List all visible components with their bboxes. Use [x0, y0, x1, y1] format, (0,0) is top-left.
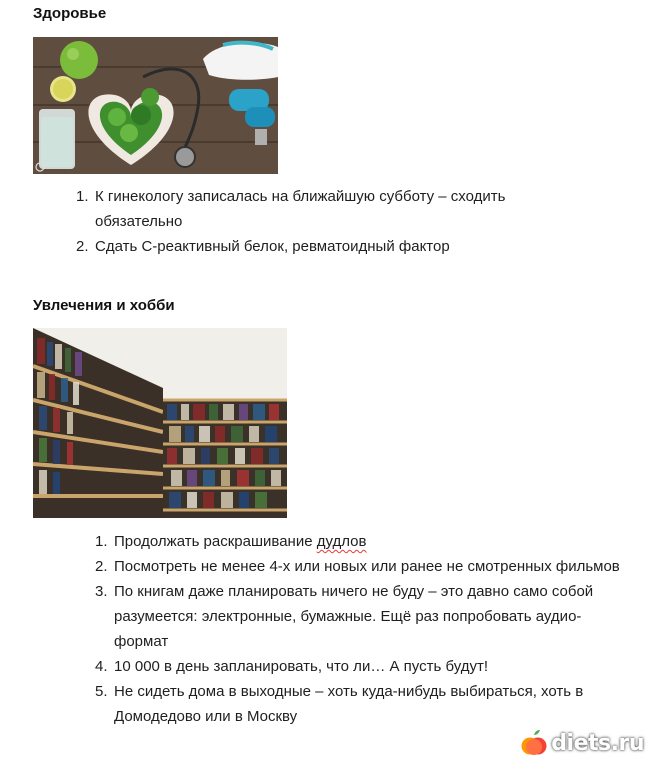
list-item: К гинекологу записалась на ближайшую субботу – сходить обязательно — [95, 188, 506, 230]
misspelled-word: дудлов — [316, 533, 367, 550]
health-list — [76, 184, 596, 259]
watermark-text: diets.ru — [551, 730, 644, 756]
list-item: Посмотреть не менее 4-х или новых или ранее не смотренных фильмов — [114, 558, 620, 575]
list-item — [95, 529, 625, 554]
section-title-health: Здоровье — [33, 5, 107, 22]
list-item: 10 000 в день запланировать, что ли… А пусть будут! — [114, 658, 489, 675]
diets-watermark — [521, 729, 644, 757]
list-item-text: Продолжать раскрашивание — [114, 533, 317, 550]
list-item: Не сидеть дома в выходные – хоть куда-нибудь выбираться, хоть в Домодедово или в Москву — [114, 683, 584, 725]
hobby-list — [95, 529, 625, 729]
section-title-hobby: Увлечения и хобби — [33, 297, 175, 314]
apple-logo-icon — [521, 729, 547, 757]
list-item: Сдать С-реактивный белок, ревматоидный фактор — [95, 238, 450, 255]
bookshelves-illustration — [33, 328, 287, 518]
list-item: По книгам даже планировать ничего не буду – это давно само собой разумеется: электронные, бумажные. Ещё раз попробовать аудио-формат — [114, 583, 594, 650]
health-photo — [33, 37, 278, 174]
health-illustration — [33, 37, 278, 174]
bookshelves-photo — [33, 328, 287, 518]
